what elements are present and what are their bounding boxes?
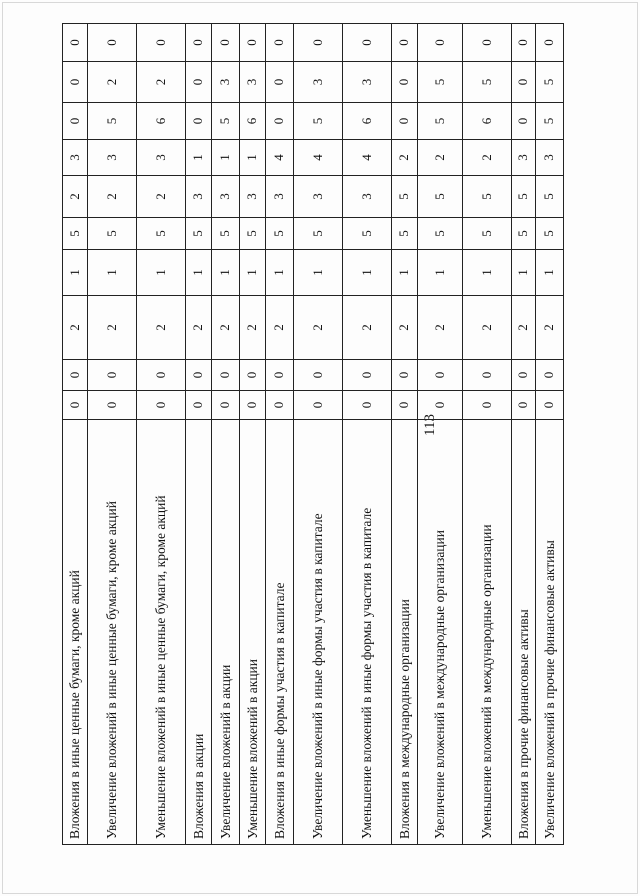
code-cell: 1 bbox=[343, 250, 392, 296]
code-cell: 0 bbox=[266, 103, 294, 140]
code-cell: 0 bbox=[137, 360, 186, 391]
code-cell: 2 bbox=[418, 296, 463, 360]
row-label: Вложения в международные организации bbox=[392, 420, 418, 845]
row-label: Увеличение вложений в иные формы участия в капитале bbox=[294, 420, 343, 845]
code-cell: 5 bbox=[536, 62, 564, 103]
code-cell: 0 bbox=[463, 391, 512, 420]
code-cell: 0 bbox=[63, 62, 88, 103]
code-cell: 2 bbox=[343, 296, 392, 360]
code-cell: 5 bbox=[463, 62, 512, 103]
code-cell: 5 bbox=[212, 218, 240, 250]
code-cell: 2 bbox=[392, 140, 418, 176]
code-cell: 5 bbox=[418, 103, 463, 140]
code-cell: 1 bbox=[212, 250, 240, 296]
code-cell: 0 bbox=[63, 360, 88, 391]
code-cell: 3 bbox=[88, 140, 137, 176]
code-cell: 1 bbox=[137, 250, 186, 296]
code-cell: 2 bbox=[137, 176, 186, 218]
code-cell: 2 bbox=[536, 296, 564, 360]
code-cell: 0 bbox=[343, 391, 392, 420]
code-cell: 5 bbox=[418, 176, 463, 218]
code-cell: 2 bbox=[392, 296, 418, 360]
code-cell: 0 bbox=[343, 360, 392, 391]
table-row bbox=[392, 24, 418, 845]
code-cell: 4 bbox=[294, 140, 343, 176]
code-cell: 0 bbox=[186, 103, 212, 140]
code-cell: 0 bbox=[186, 360, 212, 391]
table-row bbox=[88, 24, 137, 845]
table-row bbox=[536, 24, 564, 845]
code-cell: 2 bbox=[137, 62, 186, 103]
code-cell: 4 bbox=[343, 140, 392, 176]
code-cell: 1 bbox=[392, 250, 418, 296]
code-cell: 0 bbox=[266, 391, 294, 420]
table-row bbox=[463, 24, 512, 845]
code-cell: 0 bbox=[240, 24, 266, 62]
row-label: Вложения в прочие финансовые активы bbox=[512, 420, 536, 845]
code-cell: 5 bbox=[512, 176, 536, 218]
code-cell: 3 bbox=[343, 176, 392, 218]
code-cell: 1 bbox=[240, 140, 266, 176]
codes-table bbox=[62, 23, 564, 845]
code-cell: 0 bbox=[536, 391, 564, 420]
code-cell: 5 bbox=[294, 103, 343, 140]
code-cell: 5 bbox=[536, 218, 564, 250]
code-cell: 0 bbox=[294, 391, 343, 420]
code-cell: 5 bbox=[418, 218, 463, 250]
code-cell: 5 bbox=[536, 103, 564, 140]
code-cell: 0 bbox=[186, 62, 212, 103]
code-cell: 0 bbox=[186, 24, 212, 62]
code-cell: 2 bbox=[88, 62, 137, 103]
code-cell: 6 bbox=[463, 103, 512, 140]
code-cell: 1 bbox=[186, 250, 212, 296]
code-cell: 5 bbox=[463, 218, 512, 250]
code-cell: 0 bbox=[463, 360, 512, 391]
code-cell: 3 bbox=[240, 176, 266, 218]
table-row bbox=[240, 24, 266, 845]
row-label: Увеличение вложений в акции bbox=[212, 420, 240, 845]
code-cell: 0 bbox=[63, 391, 88, 420]
code-cell: 0 bbox=[240, 391, 266, 420]
table-row bbox=[294, 24, 343, 845]
code-cell: 0 bbox=[512, 103, 536, 140]
row-label: Вложения в акции bbox=[186, 420, 212, 845]
code-cell: 0 bbox=[240, 360, 266, 391]
row-label: Уменьшение вложений в международные организации bbox=[463, 420, 512, 845]
code-cell: 0 bbox=[63, 24, 88, 62]
code-cell: 2 bbox=[463, 296, 512, 360]
row-label: Уменьшение вложений в акции bbox=[240, 420, 266, 845]
code-cell: 5 bbox=[294, 218, 343, 250]
code-cell: 2 bbox=[88, 176, 137, 218]
code-cell: 2 bbox=[294, 296, 343, 360]
table-row bbox=[63, 24, 88, 845]
code-cell: 5 bbox=[512, 218, 536, 250]
code-cell: 1 bbox=[88, 250, 137, 296]
code-cell: 0 bbox=[266, 360, 294, 391]
code-cell: 0 bbox=[88, 360, 137, 391]
table-row bbox=[343, 24, 392, 845]
code-cell: 5 bbox=[186, 218, 212, 250]
code-cell: 0 bbox=[418, 360, 463, 391]
code-cell: 3 bbox=[240, 62, 266, 103]
code-cell: 0 bbox=[392, 360, 418, 391]
code-cell: 0 bbox=[88, 24, 137, 62]
code-cell: 0 bbox=[266, 24, 294, 62]
code-cell: 0 bbox=[212, 360, 240, 391]
code-cell: 0 bbox=[392, 391, 418, 420]
code-cell: 0 bbox=[512, 391, 536, 420]
code-cell: 0 bbox=[418, 24, 463, 62]
row-label: Увеличение вложений в иные ценные бумаги, кроме акций bbox=[88, 420, 137, 845]
table-row bbox=[212, 24, 240, 845]
code-cell: 0 bbox=[294, 24, 343, 62]
code-cell: 4 bbox=[266, 140, 294, 176]
code-cell: 0 bbox=[212, 391, 240, 420]
code-cell: 1 bbox=[418, 250, 463, 296]
code-cell: 5 bbox=[418, 62, 463, 103]
code-cell: 5 bbox=[266, 218, 294, 250]
code-cell: 2 bbox=[137, 296, 186, 360]
code-cell: 6 bbox=[137, 103, 186, 140]
code-cell: 0 bbox=[536, 360, 564, 391]
code-cell: 2 bbox=[88, 296, 137, 360]
code-cell: 0 bbox=[186, 391, 212, 420]
code-cell: 5 bbox=[536, 176, 564, 218]
code-cell: 5 bbox=[463, 176, 512, 218]
code-cell: 2 bbox=[512, 296, 536, 360]
row-label: Уменьшение вложений в иные формы участия в капитале bbox=[343, 420, 392, 845]
code-cell: 3 bbox=[294, 176, 343, 218]
table-row bbox=[266, 24, 294, 845]
row-label: Вложения в иные ценные бумаги, кроме акций bbox=[63, 420, 88, 845]
code-cell: 0 bbox=[212, 24, 240, 62]
code-cell: 3 bbox=[512, 140, 536, 176]
code-cell: 3 bbox=[536, 140, 564, 176]
code-cell: 0 bbox=[536, 24, 564, 62]
code-cell: 0 bbox=[392, 24, 418, 62]
code-cell: 0 bbox=[512, 360, 536, 391]
code-cell: 2 bbox=[63, 176, 88, 218]
code-cell: 1 bbox=[294, 250, 343, 296]
code-cell: 5 bbox=[343, 218, 392, 250]
code-cell: 0 bbox=[266, 62, 294, 103]
code-cell: 3 bbox=[266, 176, 294, 218]
code-cell: 5 bbox=[240, 218, 266, 250]
table-row bbox=[186, 24, 212, 845]
code-cell: 1 bbox=[536, 250, 564, 296]
page-number: 113 bbox=[422, 414, 438, 436]
code-cell: 0 bbox=[512, 24, 536, 62]
row-label: Уменьшение вложений в иные ценные бумаги, кроме акций bbox=[137, 420, 186, 845]
code-cell: 5 bbox=[392, 176, 418, 218]
code-cell: 2 bbox=[186, 296, 212, 360]
code-cell: 2 bbox=[63, 296, 88, 360]
row-label: Вложения в иные формы участия в капитале bbox=[266, 420, 294, 845]
table-row bbox=[512, 24, 536, 845]
code-cell: 5 bbox=[137, 218, 186, 250]
code-cell: 0 bbox=[294, 360, 343, 391]
code-cell: 1 bbox=[512, 250, 536, 296]
code-cell: 0 bbox=[137, 24, 186, 62]
code-cell: 1 bbox=[463, 250, 512, 296]
code-cell: 0 bbox=[512, 62, 536, 103]
code-cell: 1 bbox=[240, 250, 266, 296]
code-cell: 1 bbox=[63, 250, 88, 296]
code-cell: 5 bbox=[392, 218, 418, 250]
code-cell: 3 bbox=[63, 140, 88, 176]
code-cell: 2 bbox=[418, 140, 463, 176]
row-label: Увеличение вложений в международные организации bbox=[418, 420, 463, 845]
row-label: Увеличение вложений в прочие финансовые активы bbox=[536, 420, 564, 845]
code-cell: 5 bbox=[88, 218, 137, 250]
code-cell: 6 bbox=[343, 103, 392, 140]
code-cell: 6 bbox=[240, 103, 266, 140]
code-cell: 3 bbox=[137, 140, 186, 176]
code-cell: 1 bbox=[212, 140, 240, 176]
table-row bbox=[418, 24, 463, 845]
code-cell: 5 bbox=[88, 103, 137, 140]
code-cell: 0 bbox=[137, 391, 186, 420]
code-cell: 2 bbox=[240, 296, 266, 360]
table-row bbox=[137, 24, 186, 845]
code-cell: 5 bbox=[212, 103, 240, 140]
code-cell: 0 bbox=[418, 391, 463, 420]
code-cell: 0 bbox=[392, 62, 418, 103]
code-cell: 3 bbox=[186, 176, 212, 218]
code-cell: 5 bbox=[63, 218, 88, 250]
code-cell: 2 bbox=[266, 296, 294, 360]
code-cell: 0 bbox=[463, 24, 512, 62]
code-cell: 2 bbox=[463, 140, 512, 176]
code-cell: 0 bbox=[88, 391, 137, 420]
code-cell: 0 bbox=[343, 24, 392, 62]
code-cell: 3 bbox=[343, 62, 392, 103]
code-cell: 0 bbox=[63, 103, 88, 140]
code-cell: 1 bbox=[186, 140, 212, 176]
code-cell: 0 bbox=[392, 103, 418, 140]
code-cell: 2 bbox=[212, 296, 240, 360]
rotated-table-wrapper bbox=[62, 39, 563, 845]
code-cell: 3 bbox=[294, 62, 343, 103]
code-cell: 3 bbox=[212, 176, 240, 218]
code-cell: 1 bbox=[266, 250, 294, 296]
code-cell: 3 bbox=[212, 62, 240, 103]
